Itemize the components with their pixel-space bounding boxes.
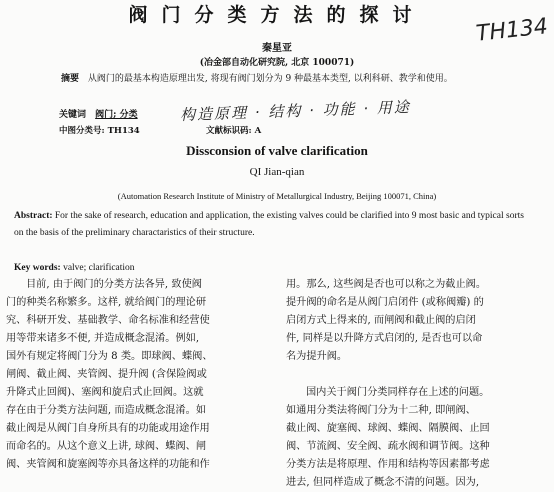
- clc-value: TH134: [107, 126, 140, 136]
- body-column-right: [286, 276, 548, 492]
- doc-label: 文献标识码:: [206, 126, 252, 136]
- body-column-left: [6, 276, 274, 474]
- handwritten-keyword-notes: 构造原理 · 结构 · 功能 · 用途: [179, 97, 412, 125]
- abstract-en-text: For the sake of research, education and application, the existing valves could be clarified into 9 most basic and typical sorts on the basis of the preliminary charactaristics of their structure.: [14, 211, 524, 238]
- keywords-en-text: valve; clarification: [63, 263, 135, 273]
- body-line: 启闭方式上得来的, 而闸阀和截止阀的启闭: [286, 315, 476, 326]
- author-en: QI Jian-qian: [249, 166, 305, 178]
- abstract-en-label: Abstract:: [14, 211, 53, 221]
- body-line: 用。那么, 这些阀是否也可以称之为截止阀。: [286, 279, 487, 290]
- body-line: 目前, 由于阀门的分类方法各异, 致使阀: [26, 279, 202, 290]
- keywords-cn-text: 阀门; 分类: [95, 110, 138, 120]
- abstract-cn: [14, 71, 544, 88]
- body-line: [286, 366, 548, 384]
- doc-value: A: [254, 126, 262, 136]
- clc-label: 中图分类号:: [59, 126, 105, 136]
- body-line: 阀、节流阀、安全阀、疏水阀和调节阀。这种: [286, 441, 490, 452]
- paper-title: 阀门分类方法的探讨: [128, 4, 426, 26]
- keywords-cn-label: 关键词: [59, 110, 87, 120]
- abstract-en: [14, 208, 534, 242]
- doc-code: [206, 124, 261, 136]
- body-line: 截止阀、旋塞阀、球阀、蝶阀、隔膜阀、止回: [286, 423, 490, 434]
- body-line: 而命名的。从这个意义上讲, 球阀、蝶阀、闸: [6, 441, 207, 452]
- body-line: 究、科研开发、基础教学、命名标准和经营使: [6, 315, 210, 326]
- body-line: 件, 同样是以升降方式启闭的, 是否也可以命: [286, 333, 483, 344]
- affiliation-en: (Automation Research Institute of Ministry of Metallurgical Industry, Beijing 100071, China): [117, 191, 437, 201]
- body-line: 分类方法是将原理、作用和结构等因素都考虑: [286, 459, 490, 470]
- clc-number: [59, 124, 140, 136]
- body-line: 门的种类名称繁多。这样, 就给阀门的理论研: [6, 297, 207, 308]
- abstract-cn-text: 从阀门的最基本构造原理出发, 将现有阀门划分为 9 种最基本类型, 以利科研、教学和使用。: [87, 74, 453, 84]
- handwritten-class-code: TH134: [474, 14, 550, 47]
- affiliation-cn: (冶金部自动化研究院, 北京 100071): [199, 58, 355, 68]
- body-line: 阀、夹管阀和旋塞阀等亦具备这样的功能和作: [6, 459, 210, 470]
- keywords-en: [14, 263, 135, 273]
- body-line: 升降式止回阀)、塞阀和旋启式止回阀。这就: [6, 387, 204, 398]
- body-line: 用等带来诸多不便, 并造成概念混淆。例如,: [6, 333, 200, 344]
- body-line: 国内关于阀门分类同样存在上述的问题。: [306, 387, 490, 398]
- paper-title-en: Dissconsion of valve clarification: [186, 143, 368, 158]
- body-line: 如通用分类法将阀门分为十二种, 即闸阀、: [286, 405, 476, 416]
- keywords-cn: [59, 107, 138, 120]
- body-line: 国外有规定将阀门分为 8 类。即球阀、蝶阀、: [6, 351, 213, 362]
- body-line: 提升阀的命名是从阀门启闭件 (或称阀瓣) 的: [286, 297, 484, 308]
- abstract-cn-label: 摘要: [61, 74, 80, 84]
- body-line: 名为提升阀。: [286, 351, 348, 362]
- author-cn: 秦星亚: [262, 43, 292, 54]
- keywords-en-label: Key words:: [14, 263, 61, 273]
- body-line: 存在由于分类方法问题, 而造成概念混淆。如: [6, 405, 207, 416]
- body-line: 闸阀、截止阀、夹管阀、提升阀 (含保险阀或: [6, 369, 207, 380]
- body-line: 截止阀是从阀门自身所具有的功能或用途作用: [6, 423, 210, 434]
- body-line: 进去, 但同样造成了概念不清的问题。因为,: [286, 477, 480, 488]
